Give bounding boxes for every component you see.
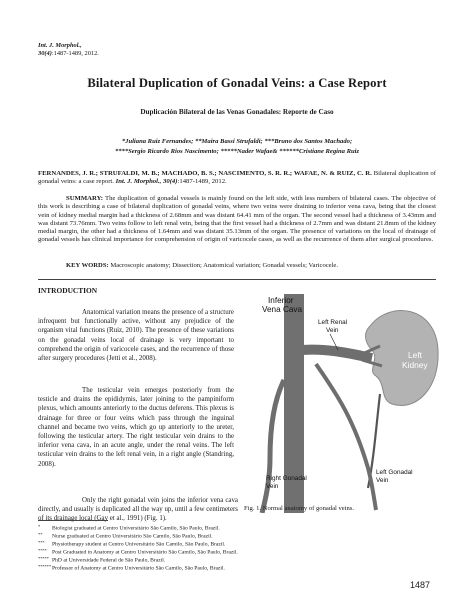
label-lgv-line1: Left Gonadal — [376, 469, 413, 476]
label-rgv-line2: Vein — [266, 483, 279, 490]
footnote-text: PhD at Universidade Federal de São Paulo, Brazil. — [52, 557, 166, 564]
citation-pages: :1487-1489, 2012. — [177, 178, 227, 186]
footnote-marker: ***** — [38, 556, 49, 561]
journal-name: Int. J. Morphol., — [38, 42, 82, 49]
left-kidney-shape — [366, 311, 439, 406]
label-ivc-line1: Inferior — [268, 296, 294, 305]
summary — [38, 195, 436, 245]
article-subtitle: Duplicación Bilateral de las Venas Gonadales: Reporte de Caso — [140, 108, 334, 116]
label-lk-line1: Left — [408, 350, 422, 360]
author-list — [80, 137, 394, 156]
introduction-heading: INTRODUCTION — [38, 286, 98, 295]
citation-journal: Int. J. Morphol., 30(4) — [115, 178, 178, 186]
citation — [38, 170, 436, 187]
journal-pages-year: :1487-1489, 2012. — [51, 50, 99, 57]
label-ivc-line2: Vena Cava — [262, 305, 303, 314]
label-lgv-line2: Vein — [376, 477, 389, 484]
right-gonadal-vein-shape — [262, 380, 284, 513]
journal-reference — [38, 42, 99, 58]
journal-volume-pages — [38, 50, 99, 58]
footnote-text: Physiotherapy student at Centro Universitário São Camilo, São Paulo, Brazil. — [52, 541, 226, 548]
figure-caption: Fig. 1. Normal anatomy of gonadal veins. — [244, 505, 355, 512]
label-lrv-line1: Left Renal — [318, 319, 348, 326]
footnote-text: Professor of Anatomy at Centro Universitário São Camilo, São Paulo, Brazil. — [52, 565, 225, 572]
intro-paragraph-3: Only the right gonadal vein joins the inferior vena cava directly, and usually is duplicated all the way up, until a few centimeters of its drainage local (Gay et al., 1991) (Fig. 1). — [38, 497, 238, 523]
intro-paragraph-1: Anatomical variation means the presence of a structure infrequent but functionally active, without any prejudice of the organism vital functions (Ruiz, 2010). The presence of these variations on the gonadal veins local of drainage is very important to comprehend the origin of varicocele cases, and the recurrence of those after surgery procedures (Jetti et al., 2008). — [38, 309, 234, 363]
section-divider — [38, 279, 436, 280]
left-gonadal-vein-shape — [316, 364, 376, 510]
keywords-lead: KEY WORDS: — [66, 262, 109, 269]
page-number: 1487 — [409, 580, 430, 590]
label-lrv-line2: Vein — [326, 327, 339, 334]
citation-text: Bilateral duplication of gonadal veins: a case report. — [38, 170, 436, 186]
article-title: Bilateral Duplication of Gonadal Veins: a Case Report — [87, 76, 387, 90]
label-lk-line2: Kidney — [402, 360, 428, 370]
footnote-text: Post Graduated in Anatomy at Centro Universitário São Camilo, São Paulo, Brazil. — [52, 549, 238, 556]
keywords — [38, 262, 436, 270]
footnote-divider — [38, 520, 108, 521]
footnote-marker: ** — [38, 532, 43, 537]
summary-lead: SUMMARY: — [66, 195, 104, 202]
intro-paragraph-2: The testicular vein emerges posteriorly from the testicle and drains the epididymis, later joining to the pampiniform plexus, which amounts anteriorly to the ductus deferens. This plexus is drainage for three or four veins which pass through the inguinal channel and became two veins, which go up anteriorly to the ureter, following the testicular artery. The right testicular vein drains to the inferior vena cava, in an acute angle, under the renal veins. The left testicular vein drains to the left renal vein, in a right angle (Standring, 2008). — [38, 387, 234, 468]
footnote-6 — [38, 563, 298, 573]
label-rgv-line1: Right Gonadal — [266, 475, 307, 482]
footnote-marker: * — [38, 524, 41, 529]
footnote-text: Biologist graduated at Centro Universitário São Camilo, São Paulo, Brazil. — [52, 525, 220, 532]
keywords-text: Macroscopic anatomy; Dissection; Anatomical variation; Gonadal vessels; Varicocele. — [108, 262, 338, 269]
citation-authors: FERNANDES, J. R.; STRUFALDI, M. B.; MACHADO, B. S.; NASCIMENTO, S. R. R.; WAFAE, N. & RUIZ, C. R. — [38, 170, 372, 177]
journal-volume-issue: 30(4) — [38, 50, 52, 57]
footnote-marker: *** — [38, 540, 45, 545]
footnote-text: Nurse graduated at Centro Universitário São Camilo, São Paulo, Brazil. — [52, 533, 213, 540]
footnote-marker: ****** — [38, 564, 52, 569]
figure-gonadal-veins — [240, 288, 440, 513]
footnote-marker: **** — [38, 548, 47, 553]
summary-text: The duplication of gonadal vessels is mainly found on the left side, with less numbers of bilateral cases. The objective of this work is describing a case of bilateral duplication of gonadal veins, where two veins were draining to inferior vena cava, being that the closest vein of kidney medial margin had a thickness of 2.68mm and was distant 64.41 mm of the organ. The second vessel had a thickness of 3.43mm and was distant 73.76mm. Two veins follow to left renal vein, being that the first vessel had a thickness of 2.7mm and was distant 21.8mm of the kidney medial margin, the other had a thickness of 1.64mm and was distant 35.13mm of the organ. The presence of variations on the local of drainage of gonadal vessels has clinical importance for comprehension of origin of varicocele cases, as well as the recurrence of them after surgical procedures. — [38, 195, 436, 244]
author-line-1: *Juliana Ruiz Fernandes; **Maira Bassi Strufaldi; ***Bruno dos Santos Machado; — [121, 138, 353, 145]
author-line-2: ****Sergio Ricardo Rios Nascimento; *****Nader Wafae& ******Cristiane Regina Ruiz — [114, 147, 360, 155]
